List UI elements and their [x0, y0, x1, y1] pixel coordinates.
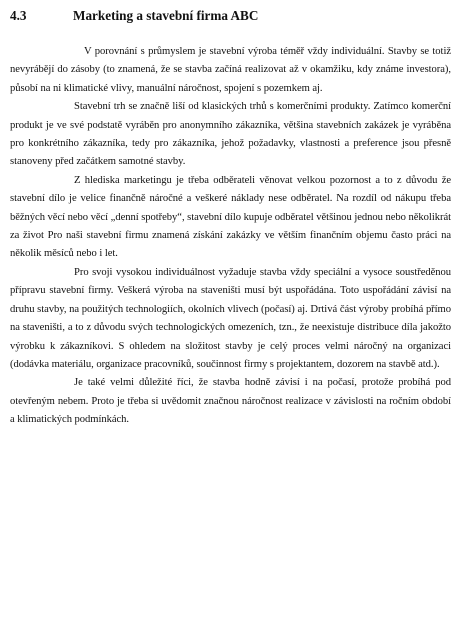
paragraph: Pro svoji vysokou individuálnost vyžaduje stavba vždy speciální a vysoce soustředěnou přípravu stavební firmy. Veškerá výroba na staveništi musí být uspořádána. Toto uspořádání závisí na druhu stavby, na použitých technologiích, okolních vlivech (počasí) aj. Drtivá část výroby probíhá přímo na staveništi, a to z důvodu svých technologických omezeních, tzn., že neexistuje distribuce díla jakožto výrobku k zákazníkovi. S ohledem na složitost stavby je celý proces velmi náročný na organizaci (dodávka materiálu, organizace pracovníků, součinnost firmy s projektantem, dozorem na stavbě atd.).: [10, 266, 451, 370]
paragraph: Z hlediska marketingu je třeba odběrateli věnovat velkou pozornost a to z důvodu že stavební dílo je velice finančně náročné a veškeré náklady nese odběratel. Na rozdíl od nákupu třeba běžných věcí nebo věcí „denní spotřeby“, stavební dílo kupuje odběratel většinou jednou nebo několikrát za život Pro naši stavební firmu znamená získání zakázky ve větším finančním objemu často práci na několik měsíců nebo i let.: [10, 174, 451, 260]
paragraph: V porovnání s průmyslem je stavební výroba téměř vždy individuální. Stavby se totiž nevyrábějí do zásoby (to znamená, že se stavba začíná realizovat až v okamžiku, kdy známe investora), působí na ni klimatické vlivy, manuální náročnost, spojení s pozemkem aj.: [10, 46, 451, 94]
section-title: Marketing a stavební firma ABC: [73, 8, 259, 23]
paragraph: Je také velmi důležité říci, že stavba hodně závisí i na počasí, protože probíhá pod otevřeným nebem. Proto je třeba si uvědomit značnou náročnost realizace v závislosti na ročním období a klimatických podmínkách.: [10, 377, 451, 426]
document-page: [10, 8, 451, 430]
section-number: 4.3: [10, 8, 27, 23]
section-heading: [10, 8, 451, 24]
paragraph: Stavební trh se značně liší od klasických trhů s komerčními produkty. Zatímco komerční produkt je ve své podstatě vyráběn pro anonymního zákazníka, většina stavebních zakázek je vyráběna pro konkrétního zákazníka, tedy pro zákazníka, jehož požadavky, vlastnosti a preference jsou přesně stanoveny před začátkem samotné stavby.: [10, 101, 451, 168]
